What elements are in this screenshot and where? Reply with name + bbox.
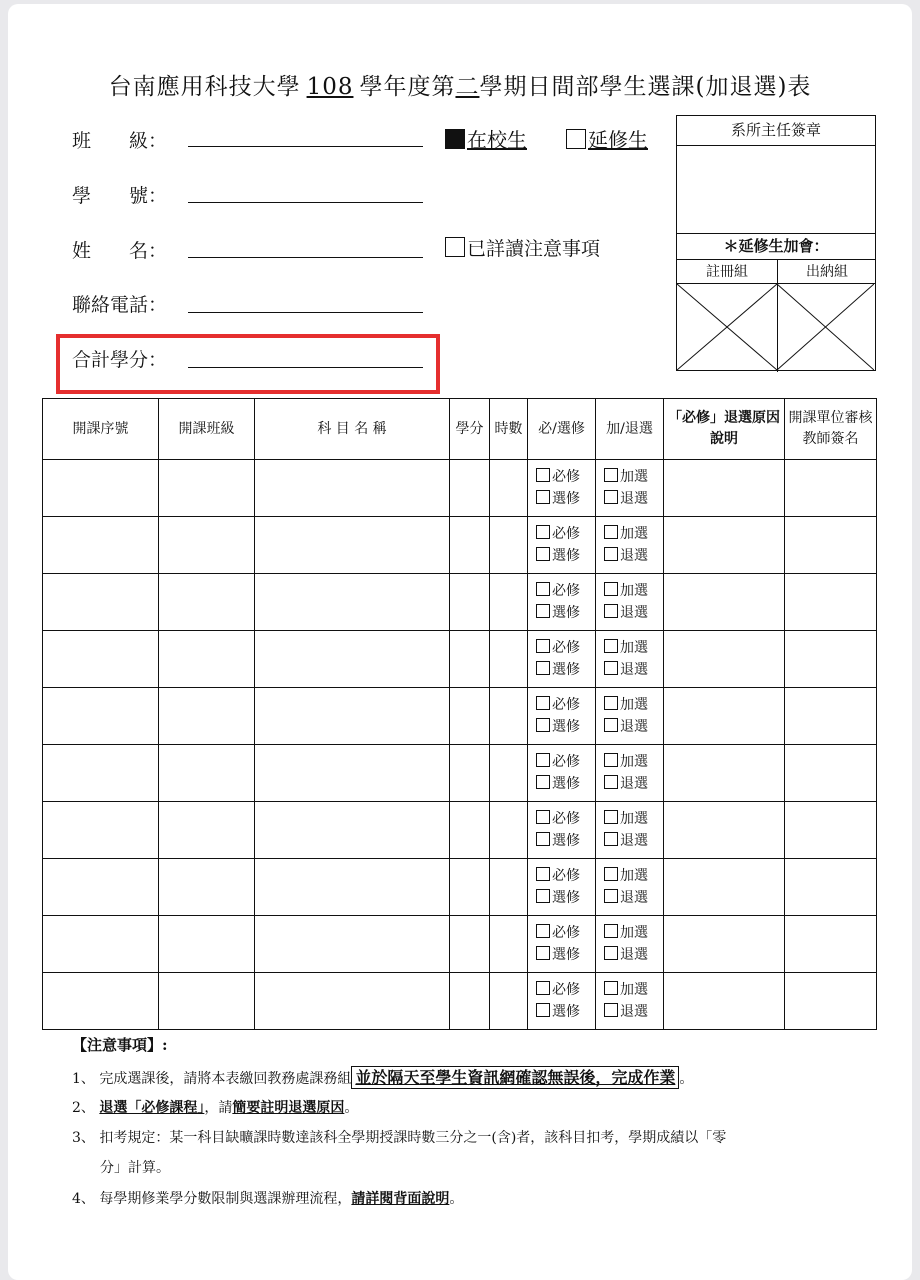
name-label: 姓 名：: [72, 240, 168, 262]
elective-option[interactable]: [528, 887, 595, 909]
cell-course-class[interactable]: [159, 916, 255, 973]
phone-label: 聯絡電話：: [72, 294, 168, 316]
option-label: 加選: [620, 583, 648, 599]
drop-option[interactable]: [596, 545, 663, 567]
extended-checkbox[interactable]: [566, 124, 648, 153]
cell-subject[interactable]: [255, 517, 450, 574]
student-id-input-line[interactable]: [188, 202, 423, 203]
checkbox-icon: [536, 661, 550, 675]
cell-hours[interactable]: [490, 973, 528, 1030]
elective-option[interactable]: [528, 773, 595, 795]
option-label: 退選: [620, 890, 648, 906]
option-label: 選修: [552, 890, 580, 906]
cell-subject[interactable]: [255, 688, 450, 745]
col-hours: 時數: [490, 399, 528, 460]
option-label: 退選: [620, 833, 648, 849]
cell-drop-reason[interactable]: [664, 802, 785, 859]
title-end: 學期日間部學生選課(加退選)表: [479, 74, 812, 100]
table-row: [43, 802, 877, 859]
elective-option[interactable]: [528, 602, 595, 624]
option-label: 加選: [620, 982, 648, 998]
cell-required-elective: [528, 631, 596, 688]
registry-label: 註冊組: [706, 264, 748, 280]
cell-course-no[interactable]: [43, 517, 159, 574]
cell-teacher-signature[interactable]: [785, 574, 877, 631]
checkbox-icon: [604, 889, 618, 903]
cell-teacher-signature[interactable]: [785, 973, 877, 1030]
checkbox-icon: [604, 696, 618, 710]
add-option[interactable]: [596, 751, 663, 773]
checkbox-icon: [536, 582, 550, 596]
checkbox-icon: [536, 889, 550, 903]
option-label: 必修: [552, 925, 580, 941]
cell-drop-reason[interactable]: [664, 973, 785, 1030]
option-label: 加選: [620, 925, 648, 941]
note-2-emphasis-a: 退選「必修課程」: [99, 1100, 205, 1116]
cell-add-drop: [596, 745, 664, 802]
elective-option[interactable]: [528, 830, 595, 852]
drop-option[interactable]: [596, 602, 663, 624]
checkbox-icon: [536, 525, 550, 539]
class-input-line[interactable]: [188, 146, 423, 147]
checkbox-icon: [536, 832, 550, 846]
cell-credits[interactable]: [450, 460, 490, 517]
cell-add-drop: [596, 631, 664, 688]
note-4-end: 。: [449, 1191, 464, 1207]
cell-hours[interactable]: [490, 688, 528, 745]
col-course-no: 開課序號: [43, 399, 159, 460]
option-label: 必修: [552, 754, 580, 770]
cell-credits[interactable]: [450, 859, 490, 916]
cell-credits[interactable]: [450, 688, 490, 745]
course-table: [42, 398, 877, 1030]
option-label: 退選: [620, 776, 648, 792]
read-notes-checkbox[interactable]: [445, 234, 600, 261]
cell-add-drop: [596, 517, 664, 574]
checkbox-icon: [604, 810, 618, 824]
add-option[interactable]: [596, 865, 663, 887]
checkbox-icon: [536, 946, 550, 960]
drop-option[interactable]: [596, 488, 663, 510]
option-label: 加選: [620, 811, 648, 827]
checkbox-icon: [536, 604, 550, 618]
cell-course-class[interactable]: [159, 460, 255, 517]
option-label: 必修: [552, 526, 580, 542]
col-course-class: 開課班級: [159, 399, 255, 460]
elective-option[interactable]: [528, 488, 595, 510]
drop-option[interactable]: [596, 944, 663, 966]
cell-subject[interactable]: [255, 802, 450, 859]
signature-head: 系所主任簽章: [730, 121, 821, 139]
required-option[interactable]: [528, 751, 595, 773]
required-option[interactable]: [528, 808, 595, 830]
option-label: 必修: [552, 811, 580, 827]
cell-course-no[interactable]: [43, 460, 159, 517]
option-label: 選修: [552, 605, 580, 621]
add-option[interactable]: [596, 979, 663, 1001]
cell-drop-reason[interactable]: [664, 916, 785, 973]
option-label: 選修: [552, 947, 580, 963]
option-label: 退選: [620, 719, 648, 735]
cell-credits[interactable]: [450, 517, 490, 574]
cell-drop-reason[interactable]: [664, 460, 785, 517]
cell-required-elective: [528, 916, 596, 973]
checkbox-icon: [604, 867, 618, 881]
cell-hours[interactable]: [490, 916, 528, 973]
checkbox-icon: [604, 639, 618, 653]
cell-course-class[interactable]: [159, 802, 255, 859]
option-label: 選修: [552, 491, 580, 507]
cell-course-no[interactable]: [43, 859, 159, 916]
cell-credits[interactable]: [450, 973, 490, 1030]
cell-teacher-signature[interactable]: [785, 802, 877, 859]
table-row: [43, 460, 877, 517]
phone-field: [72, 290, 186, 317]
cell-required-elective: [528, 973, 596, 1030]
option-label: 退選: [620, 491, 648, 507]
notes-heading: [72, 1034, 168, 1055]
cell-credits[interactable]: [450, 574, 490, 631]
required-option[interactable]: [528, 523, 595, 545]
checkbox-icon: [536, 981, 550, 995]
option-label: 選修: [552, 719, 580, 735]
extended-student-head: ＊延修生加會：: [723, 237, 829, 255]
col-subject: 科 目 名 稱: [255, 399, 450, 460]
required-option[interactable]: [528, 637, 595, 659]
table-row: [43, 973, 877, 1030]
enrolled-label: 在校生: [467, 128, 527, 152]
option-label: 加選: [620, 754, 648, 770]
drop-option[interactable]: [596, 887, 663, 909]
checkbox-icon: [445, 237, 465, 257]
option-label: 退選: [620, 605, 648, 621]
extended-label: 延修生: [588, 128, 648, 152]
cell-subject[interactable]: [255, 460, 450, 517]
cell-course-class[interactable]: [159, 574, 255, 631]
cell-subject[interactable]: [255, 745, 450, 802]
checkbox-icon: [536, 696, 550, 710]
table-header: [43, 399, 877, 460]
checkbox-icon: [536, 718, 550, 732]
cell-course-no[interactable]: [43, 631, 159, 688]
cell-course-no[interactable]: [43, 688, 159, 745]
col-credits: 學分: [450, 399, 490, 460]
drop-option[interactable]: [596, 1001, 663, 1023]
cell-course-class[interactable]: [159, 631, 255, 688]
cell-drop-reason[interactable]: [664, 859, 785, 916]
option-label: 必修: [552, 697, 580, 713]
required-option[interactable]: [528, 580, 595, 602]
required-option[interactable]: [528, 922, 595, 944]
note-1: [72, 1068, 693, 1089]
checkbox-icon: [604, 946, 618, 960]
table-row: [43, 574, 877, 631]
checkbox-icon: [536, 547, 550, 561]
cell-subject[interactable]: [255, 574, 450, 631]
note-3-line-2: 分」計算。: [100, 1160, 170, 1176]
cell-add-drop: [596, 574, 664, 631]
cell-required-elective: [528, 688, 596, 745]
cell-hours[interactable]: [490, 631, 528, 688]
cell-teacher-signature[interactable]: [785, 745, 877, 802]
add-option[interactable]: [596, 580, 663, 602]
option-label: 加選: [620, 469, 648, 485]
table-row: [43, 688, 877, 745]
checkbox-icon: [536, 775, 550, 789]
cell-credits[interactable]: [450, 631, 490, 688]
cell-course-class[interactable]: [159, 517, 255, 574]
table-row: [43, 745, 877, 802]
checkbox-icon: [604, 547, 618, 561]
checkbox-icon: [604, 490, 618, 504]
cell-required-elective: [528, 517, 596, 574]
student-id-field: [72, 181, 186, 208]
checkbox-icon: [536, 810, 550, 824]
cell-teacher-signature[interactable]: [785, 688, 877, 745]
option-label: 必修: [552, 982, 580, 998]
title-year: 108: [306, 74, 354, 100]
class-label: 班 級：: [72, 130, 168, 152]
elective-option[interactable]: [528, 944, 595, 966]
table-row: [43, 517, 877, 574]
cell-credits[interactable]: [450, 916, 490, 973]
checkbox-icon: [604, 525, 618, 539]
checked-box-icon: [445, 129, 465, 149]
col-teacher-signature: 開課單位審核教師簽名: [785, 399, 877, 460]
option-label: 必修: [552, 469, 580, 485]
cell-add-drop: [596, 460, 664, 517]
col-drop-reason: 「必修」退選原因說明: [664, 399, 785, 460]
option-label: 退選: [620, 662, 648, 678]
note-3: [72, 1128, 726, 1148]
cell-required-elective: [528, 802, 596, 859]
option-label: 選修: [552, 833, 580, 849]
class-field: [72, 126, 186, 153]
cell-course-class[interactable]: [159, 745, 255, 802]
checkbox-icon: [604, 753, 618, 767]
table-row: [43, 631, 877, 688]
crossed-out-cells: [677, 284, 874, 370]
cell-course-class[interactable]: [159, 973, 255, 1030]
note-2-end: 。: [344, 1100, 359, 1116]
credits-label: 合計學分：: [72, 349, 168, 371]
required-option[interactable]: [528, 466, 595, 488]
checkbox-icon: [604, 924, 618, 938]
option-label: 必修: [552, 868, 580, 884]
elective-option[interactable]: [528, 659, 595, 681]
checkbox-icon: [604, 718, 618, 732]
note-4: [72, 1189, 463, 1209]
cell-required-elective: [528, 745, 596, 802]
add-option[interactable]: [596, 694, 663, 716]
name-input-line[interactable]: [188, 257, 423, 258]
title-school: 台南應用科技大學: [108, 74, 301, 100]
note-1-end: 。: [679, 1071, 694, 1087]
notes-heading-text: 【注意事項】:: [72, 1036, 168, 1054]
note-2-num: 2、: [72, 1100, 100, 1116]
option-label: 選修: [552, 776, 580, 792]
option-label: 退選: [620, 1004, 648, 1020]
add-option[interactable]: [596, 808, 663, 830]
cell-drop-reason[interactable]: [664, 517, 785, 574]
note-4-text: 4、 每學期修業學分數限制與選課辦理流程，: [72, 1191, 352, 1207]
note-2-emphasis-b: 簡要註明退選原因: [232, 1100, 345, 1116]
cell-course-no[interactable]: [43, 973, 159, 1030]
cell-drop-reason[interactable]: [664, 574, 785, 631]
col-add-drop: 加/退選: [596, 399, 664, 460]
option-label: 選修: [552, 662, 580, 678]
checkbox-icon: [536, 468, 550, 482]
phone-input-line[interactable]: [188, 312, 423, 313]
signature-box: [676, 115, 876, 371]
cell-drop-reason[interactable]: [664, 688, 785, 745]
checkbox-icon: [604, 981, 618, 995]
cell-hours[interactable]: [490, 574, 528, 631]
cell-drop-reason[interactable]: [664, 631, 785, 688]
drop-option[interactable]: [596, 830, 663, 852]
cell-drop-reason[interactable]: [664, 745, 785, 802]
checkbox-icon: [604, 1003, 618, 1017]
highlight-box: [56, 334, 440, 394]
option-label: 加選: [620, 697, 648, 713]
note-1-text: 1、 完成選課後，請將本表繳回教務處課務組: [72, 1071, 352, 1087]
divider: [677, 233, 875, 234]
elective-option[interactable]: [528, 716, 595, 738]
cell-hours[interactable]: [490, 745, 528, 802]
cell-hours[interactable]: [490, 859, 528, 916]
divider: [677, 259, 875, 260]
option-label: 選修: [552, 548, 580, 564]
add-option[interactable]: [596, 637, 663, 659]
cell-teacher-signature[interactable]: [785, 517, 877, 574]
col-required-elective: 必/選修: [528, 399, 596, 460]
cell-required-elective: [528, 859, 596, 916]
cell-credits[interactable]: [450, 745, 490, 802]
checkbox-icon: [536, 753, 550, 767]
checkbox-icon: [536, 490, 550, 504]
drop-option[interactable]: [596, 659, 663, 681]
cell-add-drop: [596, 916, 664, 973]
cell-required-elective: [528, 574, 596, 631]
title-term: 二: [455, 74, 480, 100]
cashier-label: 出納組: [806, 264, 848, 280]
checkbox-icon: [604, 832, 618, 846]
add-option[interactable]: [596, 466, 663, 488]
note-4-emphasis: 請詳閱背面說明: [351, 1191, 450, 1207]
elective-option[interactable]: [528, 1001, 595, 1023]
cell-teacher-signature[interactable]: [785, 859, 877, 916]
cell-add-drop: [596, 859, 664, 916]
cell-teacher-signature[interactable]: [785, 916, 877, 973]
note-3-cont: [100, 1158, 170, 1178]
option-label: 退選: [620, 947, 648, 963]
cell-course-class[interactable]: [159, 859, 255, 916]
checkbox-icon: [536, 924, 550, 938]
note-3-line-1: 3、 扣考規定：某一科目缺曠課時數達該科全學期授課時數三分之一(含)者，該科目扣考，學期成績以「零: [72, 1130, 727, 1146]
add-option[interactable]: [596, 922, 663, 944]
title-mid: 學年度第: [359, 74, 456, 100]
drop-option[interactable]: [596, 716, 663, 738]
checkbox-icon: [604, 661, 618, 675]
required-option[interactable]: [528, 979, 595, 1001]
divider: [677, 145, 875, 146]
cell-add-drop: [596, 802, 664, 859]
checkbox-icon: [536, 867, 550, 881]
cell-required-elective: [528, 460, 596, 517]
checkbox-icon: [536, 639, 550, 653]
cell-hours[interactable]: [490, 460, 528, 517]
checkbox-icon: [604, 775, 618, 789]
note-2: [72, 1098, 358, 1118]
checkbox-icon: [536, 1003, 550, 1017]
elective-option[interactable]: [528, 545, 595, 567]
cell-teacher-signature[interactable]: [785, 460, 877, 517]
option-label: 加選: [620, 640, 648, 656]
enrolled-checkbox[interactable]: [445, 124, 527, 153]
required-option[interactable]: [528, 865, 595, 887]
checkbox-icon: [604, 468, 618, 482]
student-id-label: 學 號：: [72, 185, 168, 207]
note-1-emphasis: 並於隔天至學生資訊網確認無誤後，完成作業: [351, 1066, 679, 1089]
cell-course-no[interactable]: [43, 802, 159, 859]
cell-credits[interactable]: [450, 802, 490, 859]
checkbox-icon: [604, 604, 618, 618]
cell-teacher-signature[interactable]: [785, 631, 877, 688]
option-label: 必修: [552, 640, 580, 656]
cell-subject[interactable]: [255, 916, 450, 973]
cell-hours[interactable]: [490, 802, 528, 859]
required-option[interactable]: [528, 694, 595, 716]
table-row: [43, 916, 877, 973]
option-label: 退選: [620, 548, 648, 564]
option-label: 加選: [620, 868, 648, 884]
cell-course-no[interactable]: [43, 745, 159, 802]
cell-hours[interactable]: [490, 517, 528, 574]
add-option[interactable]: [596, 523, 663, 545]
option-label: 選修: [552, 1004, 580, 1020]
form-title: [0, 68, 920, 101]
cell-subject[interactable]: [255, 973, 450, 1030]
cell-add-drop: [596, 973, 664, 1030]
cell-subject[interactable]: [255, 859, 450, 916]
table-row: [43, 859, 877, 916]
cell-add-drop: [596, 688, 664, 745]
name-field: [72, 236, 186, 263]
cell-course-no[interactable]: [43, 916, 159, 973]
drop-option[interactable]: [596, 773, 663, 795]
note-2-text: ，請: [204, 1100, 233, 1116]
cell-subject[interactable]: [255, 631, 450, 688]
cell-course-class[interactable]: [159, 688, 255, 745]
option-label: 加選: [620, 526, 648, 542]
cell-course-no[interactable]: [43, 574, 159, 631]
checkbox-icon: [604, 582, 618, 596]
checkbox-icon: [566, 129, 586, 149]
read-notes-label: 已詳讀注意事項: [467, 238, 601, 260]
option-label: 必修: [552, 583, 580, 599]
